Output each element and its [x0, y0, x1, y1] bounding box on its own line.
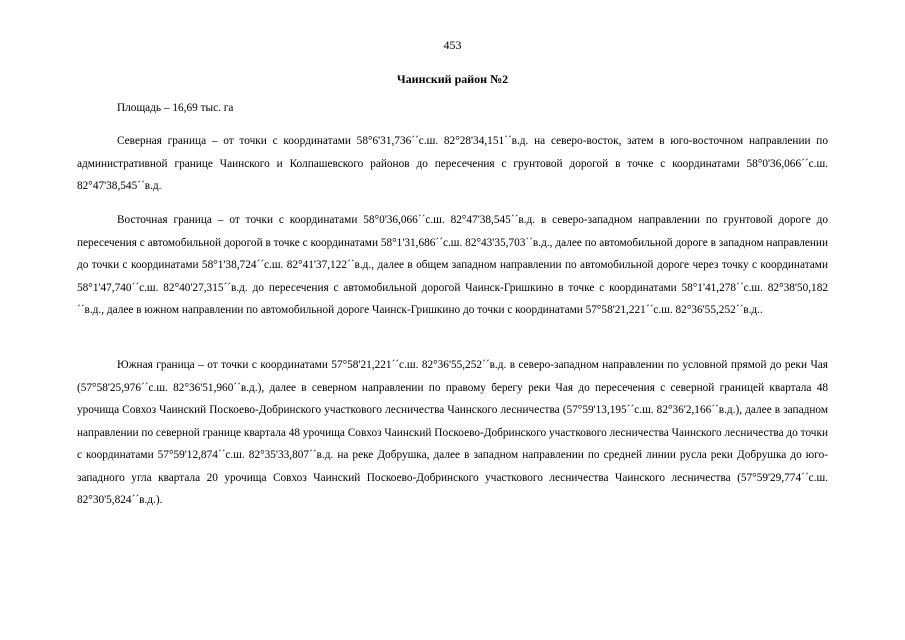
- page-title: Чаинский район №2: [396, 72, 509, 86]
- east-boundary-paragraph: Восточная граница – от точки с координатами 58°0'36,066´´с.ш. 82°47'38,545´´в.д. в северо-западном направлении по грунтовой дороге до пересечения с автомобильной дорогой в точке с координатами 58°1'31,686´´с.ш. 82°43'35,703´´в.д., далее по автомобильной дороге в западном направлении до точки с координатами 58°1'38,724´´с.ш. 82°41'37,122´´в.д., далее в общем западном направлении по автомобильной дороге через точку с координатами 58°1'47,740´´с.ш. 82°40'27,315´´в.д. до пересечения с автомобильной дорогой Чаинск-Гришкино в точке с координатами 58°1'41,278´´с.ш. 82°38'50,182´´в.д., далее в южном направлении по автомобильной дороге Чаинск-Гришкино до точки с координатами 57°58'21,221´´с.ш. 82°36'55,252´´в.д..: [77, 214, 828, 316]
- area-paragraph: Площадь – 16,69 тыс. га: [117, 102, 234, 114]
- south-boundary-paragraph: Южная граница – от точки с координатами 57°58'21,221´´с.ш. 82°36'55,252´´в.д. в северо-западном направлении по условной прямой до реки Чая (57°58'25,976´´с.ш. 82°36'51,960´´в.д.), далее в северном направлении по правому берегу реки Чая до пересечения с северной границей квартала 48 урочища Совхоз Чаинский Поскоево-Добринского участкового лесничества Чаинского лесничества (57°59'13,195´´с.ш. 82°36'2,166´´в.д.), далее в западном направлении по северной границе квартала 48 урочища Совхоз Чаинский Поскоево-Добринского участкового лесничества Чаинского лесничества до точки с координатами 57°59'12,874´´с.ш. 82°35'33,807´´в.д. на реке Добрушка, далее в западном направлении по средней линии русла реки Добрушка до юго-западного угла квартала 20 урочища Совхоз Чаинский Поскоево-Добринского участкового лесничества Чаинского лесничества (57°59'29,774´´с.ш. 82°30'5,824´´в.д.).: [77, 359, 829, 506]
- north-boundary-paragraph: Северная граница – от точки с координатами 58°6'31,736´´с.ш. 82°28'34,151´´в.д. на северо-восток, затем в юго-восточном направлении по административной границе Чаинского и Колпашевского районов до пересечения с грунтовой дорогой в точке с координатами 58°0'36,066´´с.ш. 82°47'38,545´´в.д.: [77, 135, 828, 192]
- page-number: 453: [443, 38, 462, 52]
